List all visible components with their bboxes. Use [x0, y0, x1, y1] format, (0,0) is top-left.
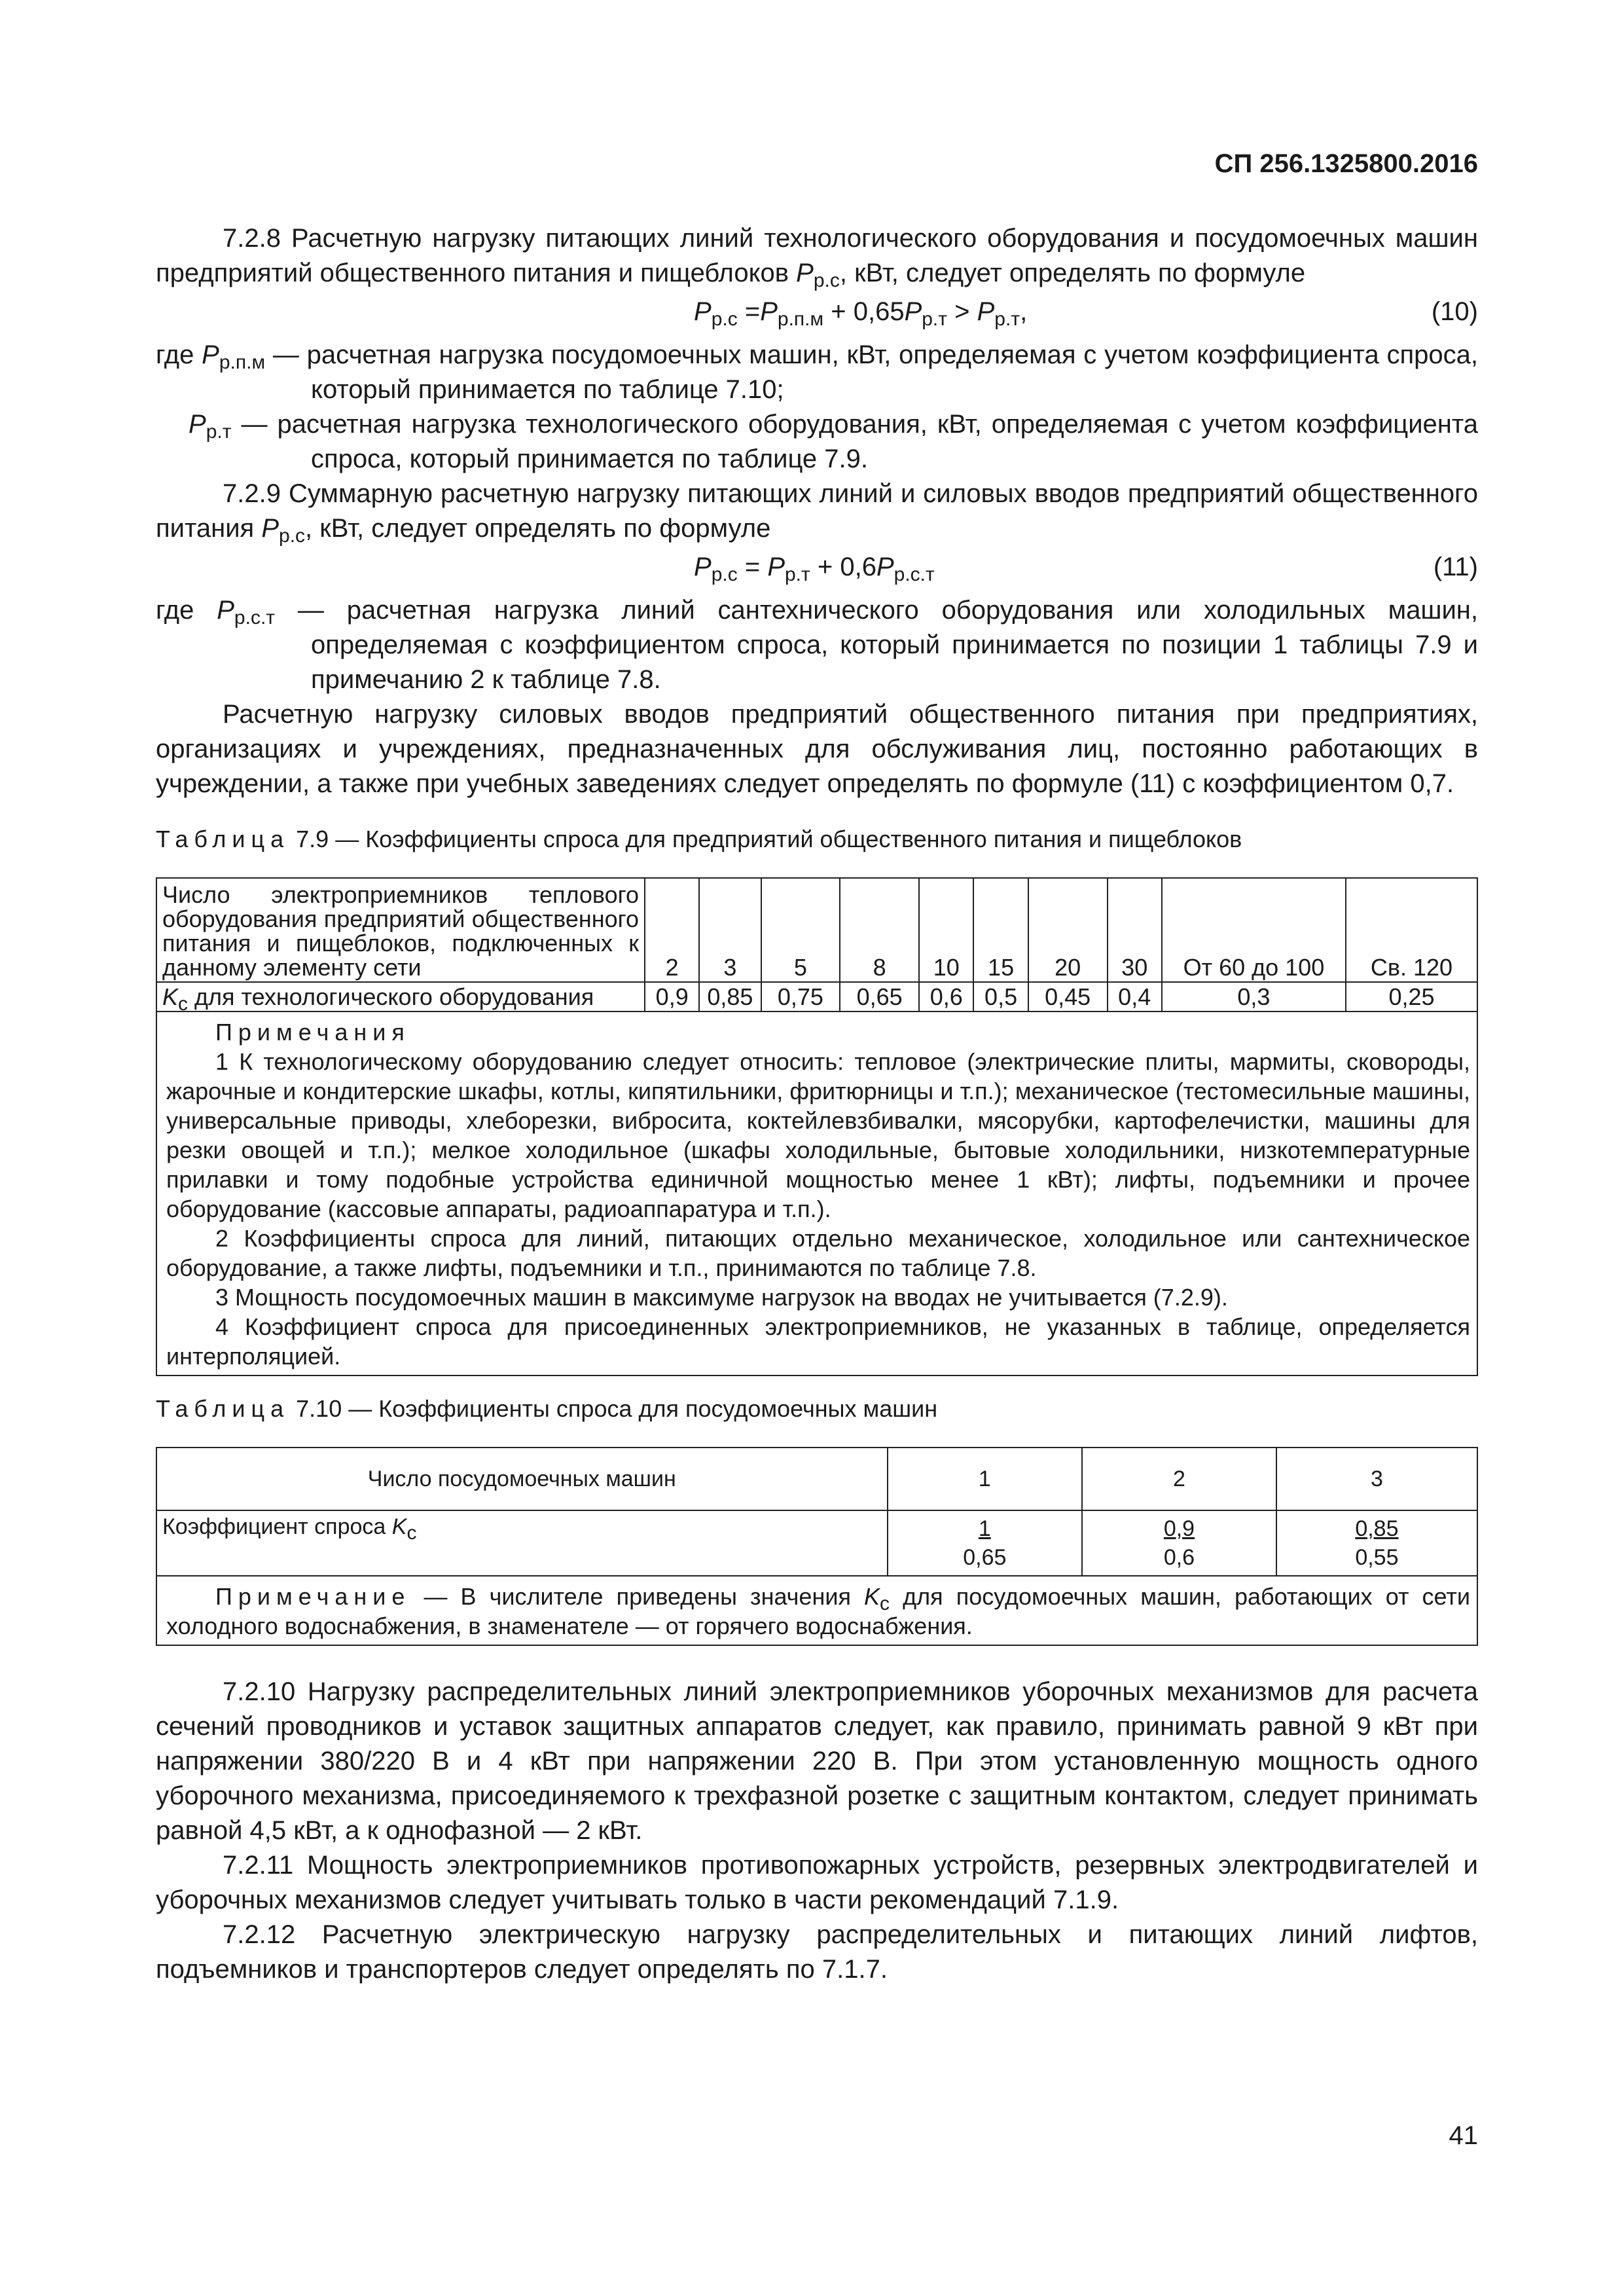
table-cell-label: $K_с$ для технологического оборудования [156, 982, 645, 1011]
where-prst: где $P_{р.с.т}$ — расчетная нагрузка линий сантехнического оборудования или холодильных машин, определяемая с коэффициентом спроса, который принимается по позиции 1 таблицы 7.9 и примечанию 2 к таблице 7.8. [156, 596, 1478, 694]
formula-11: $P_{р.с} = P_{р.т} + 0,6P_{р.с.т}$ (11) [156, 550, 1478, 591]
formula-10-number: (10) [1431, 297, 1478, 326]
clause-7-2-9: 7.2.9 Суммарную расчетную нагрузку питающих линий и силовых вводов предприятий общественного питания $P_{р.с}$, кВт, следует определять по формуле [156, 479, 1478, 547]
note-1: 1 К технологическому оборудованию следует относить: тепловое (электрические плиты, мармиты, сковороды, жарочные и кондитерские шкафы, котлы, кипятильники, фритюрницы и т.п.); механическое (тестомесильные машины, универсальные приводы, хлеборезки, вибросита, коктейлевзбивалки, мясорубки, картофелечистки, машины для резки овощей и т.п.); мелкое холодильное (шкафы холодильные, бытовые холодильники, низкотемпературные прилавки и тому подобные устройства единичной мощностью менее 1 кВт); лифты, подъемники и прочее оборудование (кассовые аппараты, радиоаппаратура и т.п.). [166, 1048, 1470, 1222]
table-cell [888, 1510, 1083, 1576]
note-3: 3 Мощность посудомоечных машин в максимуме нагрузок на вводах не учитывается (7.2.9). [215, 1284, 1228, 1311]
table-7-9-notes [156, 1011, 1477, 1376]
power-inputs-paragraph: Расчетную нагрузку силовых вводов предприятий общественного питания при предприятиях, организациях и учреждениях, предназначенных для обслуживания лиц, постоянно работающих в учреждении, а также при учебных заведениях следует определять по формуле (11) с коэффициентом 0,7. [156, 700, 1478, 798]
table-cell: 0,85 [699, 982, 761, 1011]
table-cell: 5 [761, 878, 840, 982]
table-cell: 0,3 [1162, 982, 1346, 1011]
table-7-10-note: Примечание — В числителе приведены значения $K_с$ для посудомоечных машин, работающих от сети холодного водоснабжения, в знаменателе — от горячего водоснабжения. [156, 1576, 1477, 1645]
page-number: 41 [1449, 2121, 1478, 2150]
table-cell: 20 [1028, 878, 1108, 982]
formula-11-number: (11) [1433, 553, 1478, 581]
document-code: СП 256.1325800.2016 [1214, 149, 1478, 178]
clause-7-2-8: 7.2.8 Расчетную нагрузку питающих линий технологического оборудования и посудомоечных машин предприятий общественного питания и пищеблоков $P_{р.с}$, кВт, следует определять по формуле [156, 224, 1478, 291]
clause-7-2-11: 7.2.11 Мощность электроприемников противопожарных устройств, резервных электродвигателей и уборочных механизмов следует учитывать только в части рекомендаций 7.1.9. [156, 1851, 1478, 1914]
table-cell: 0,6 [919, 982, 973, 1011]
clause-7-2-12: 7.2.12 Расчетную электрическую нагрузку распределительных и питающих линий лифтов, подъемников и транспортеров следует определять по 7.1.7. [156, 1920, 1478, 1984]
table-7-9-caption: Таблица 7.9 — Коэффициенты спроса для предприятий общественного питания и пищеблоков [156, 826, 1242, 852]
table-7-9 [156, 877, 1478, 1376]
fraction: $\frac{1}{0,65}$ [963, 1516, 1007, 1570]
fraction: $\frac{0,85}{0,55}$ [1355, 1516, 1399, 1570]
table-cell: 0,45 [1028, 982, 1108, 1011]
table-cell-label: Число посудомоечных машин [156, 1448, 888, 1510]
table-cell: 0,25 [1346, 982, 1477, 1011]
clause-7-2-10: 7.2.10 Нагрузку распределительных линий электроприемников уборочных механизмов для расчета сечений проводников и уставок защитных аппаратов следует, как правило, принимать равной 9 кВт при напряжении 380/220 В и 4 кВт при напряжении 220 В. При этом установленную мощность одного уборочного механизма, присоединяемого к трехфазной розетке с защитным контактом, следует принимать равной 4,5 кВт, а к однофазной — 2 кВт. [156, 1677, 1478, 1845]
table-cell: Св. 120 [1346, 878, 1477, 982]
table-cell: 0,65 [840, 982, 919, 1011]
table-cell: 15 [973, 878, 1028, 982]
note-2: 2 Коэффициенты спроса для линий, питающих отдельно механическое, холодильное или сантехническое оборудование, а также лифты, подъемники и т.п., принимаются по таблице 7.8. [166, 1225, 1470, 1281]
where-prt: $P_{р.т}$ — расчетная нагрузка технологического оборудования, кВт, определяемая с учетом коэффициента спроса, который принимается по таблице 7.9. [189, 410, 1478, 473]
table-cell: 0,75 [761, 982, 840, 1011]
table-cell: 8 [840, 878, 919, 982]
table-row [156, 1448, 1477, 1510]
table-cell: 2 [1082, 1448, 1276, 1510]
table-cell [1082, 1510, 1276, 1576]
note-4: 4 Коэффициент спроса для присоединенных электроприемников, не указанных в таблице, определяется интерполяцией. [166, 1313, 1470, 1370]
table-cell: 0,9 [645, 982, 699, 1011]
table-cell: 1 [888, 1448, 1083, 1510]
table-cell: 0,5 [973, 982, 1028, 1011]
table-cell-label: Число электроприемников теплового оборудования предприятий общественного питания и пищеблоков, подключенных к данному элементу сети [156, 878, 645, 982]
table-notes-row [156, 1011, 1477, 1376]
table-cell-label: Коэффициент спроса $K_с$ [156, 1510, 888, 1576]
fraction: $\frac{0,9}{0,6}$ [1163, 1516, 1195, 1570]
table-7-10 [156, 1447, 1478, 1646]
table-cell: От 60 до 100 [1162, 878, 1346, 982]
table-cell: 3 [1276, 1448, 1477, 1510]
table-row [156, 982, 1477, 1011]
table-cell: 3 [699, 878, 761, 982]
table-notes-row [156, 1576, 1477, 1645]
table-row [156, 878, 1477, 982]
table-cell: 10 [919, 878, 973, 982]
table-cell: 30 [1108, 878, 1162, 982]
document-page [156, 0, 1478, 2296]
table-row [156, 1510, 1477, 1576]
formula-10: $P_{р.с} =P_{р.п.м} + 0,65P_{р.т} > P_{р.т}$, (10) [156, 295, 1478, 335]
table-7-10-caption: Таблица 7.10 — Коэффициенты спроса для посудомоечных машин [156, 1395, 938, 1422]
where-ppm: где $P_{р.п.м}$ — расчетная нагрузка посудомоечных машин, кВт, определяемая с учетом коэффициента спроса, который принимается по таблице 7.10; [156, 340, 1478, 404]
table-cell: 2 [645, 878, 699, 982]
notes-title: Примечания [215, 1019, 410, 1046]
page-content [156, 221, 1478, 1987]
table-cell: 0,4 [1108, 982, 1162, 1011]
table-cell [1276, 1510, 1477, 1576]
